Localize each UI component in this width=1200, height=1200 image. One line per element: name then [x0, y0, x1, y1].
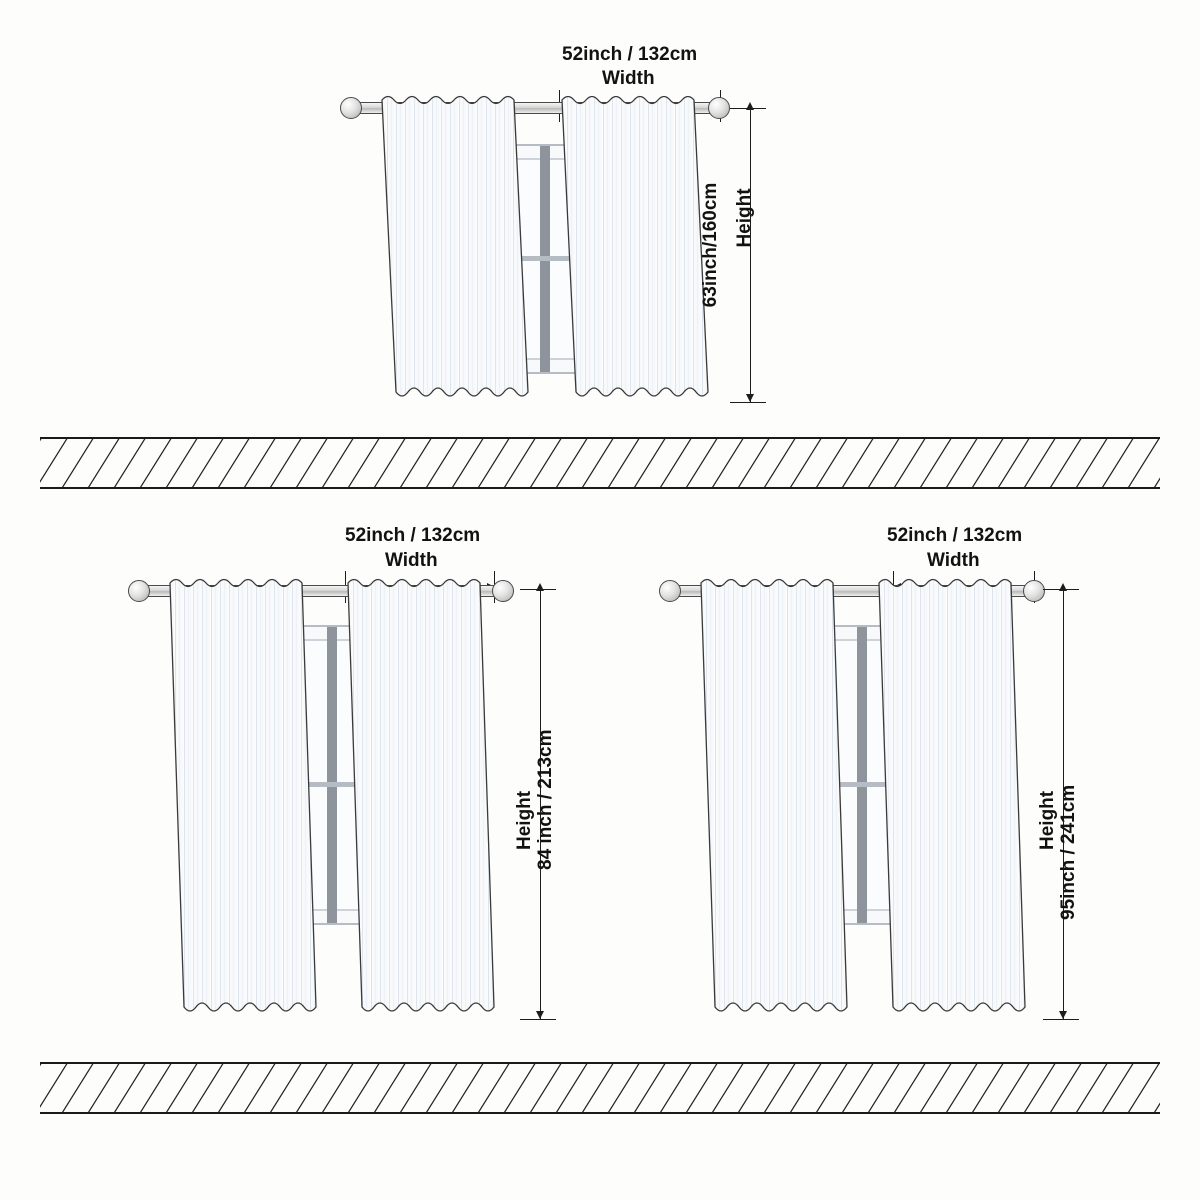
curtain-panel-left: [378, 92, 533, 404]
height-sub-label: Height: [514, 790, 535, 850]
width-size-label: 52inch / 132cm: [887, 525, 1023, 546]
height-tick-bottom: [520, 1019, 556, 1020]
height-tick-top: [730, 108, 766, 109]
width-size-label: 52inch / 132cm: [345, 525, 481, 546]
window-mullion-vertical: [327, 627, 337, 923]
height-sub-label: Height: [1037, 790, 1058, 850]
height-size-label: 84 inch / 213cm: [535, 729, 556, 870]
width-sub-label: Width: [385, 550, 438, 571]
height-size-label: 95inch / 241cm: [1058, 784, 1079, 920]
curtain-panel-right: [875, 575, 1030, 1020]
height-tick-bottom: [1043, 1019, 1079, 1020]
curtain-panel-right: [344, 575, 499, 1020]
height-tick-top: [1043, 589, 1079, 590]
curtain-panel-right: [558, 92, 713, 404]
height-tick-top: [520, 589, 556, 590]
rod-finial-left: [340, 97, 362, 119]
height-arrow-down: [746, 394, 754, 402]
curtain-panel-left: [166, 575, 321, 1020]
height-arrow-down: [536, 1011, 544, 1019]
width-sub-label: Width: [927, 550, 980, 571]
curtain-diagram-84-inch: [120, 525, 570, 1055]
height-tick-bottom: [730, 402, 766, 403]
window-mullion-vertical: [857, 627, 867, 923]
width-size-label: 52inch / 132cm: [562, 44, 698, 65]
floor-strip-lower: [40, 1062, 1160, 1114]
curtain-panel-left: [697, 575, 852, 1020]
curtain-diagram-95-inch: [645, 525, 1095, 1055]
height-sub-label: Height: [734, 188, 755, 248]
width-sub-label: Width: [602, 68, 655, 89]
curtain-diagram-63-inch: [330, 40, 800, 430]
height-dimension-line: [750, 108, 751, 402]
rod-finial-left: [128, 580, 150, 602]
rod-finial-left: [659, 580, 681, 602]
height-arrow-down: [1059, 1011, 1067, 1019]
height-size-label: 63inch/160cm: [700, 182, 721, 308]
floor-strip-upper: [40, 437, 1160, 489]
